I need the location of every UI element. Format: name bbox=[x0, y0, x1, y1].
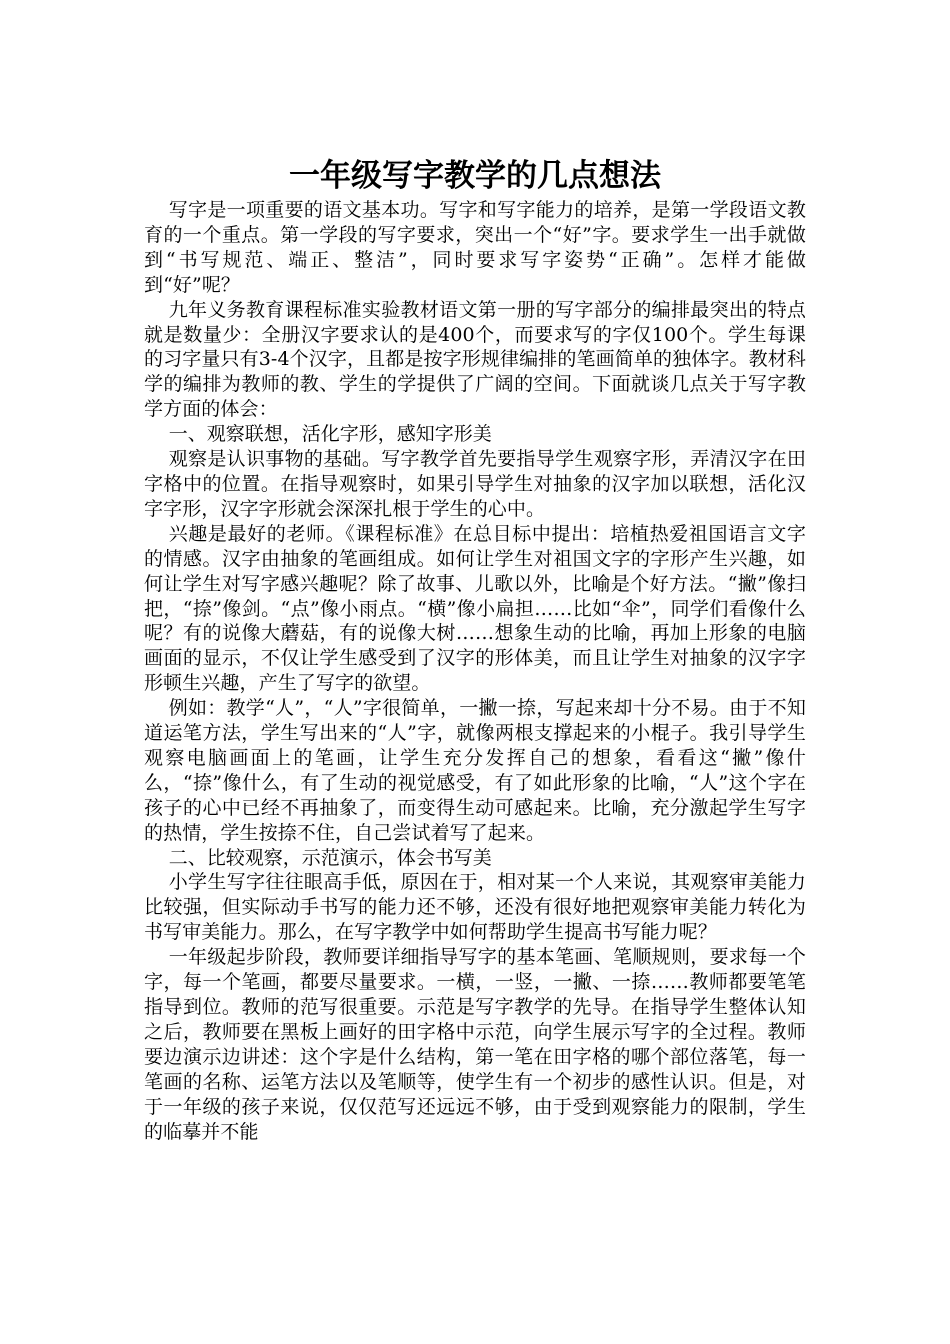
paragraph-ability: 小学生写字往往眼高手低，原因在于，相对某一个人来说，其观察审美能力比较强，但实际动手书写的能力还不够，还没有很好地把观察审美能力转化为书写审美能力。那么，在写字教学中如何帮助学生提高书写能力呢？ bbox=[144, 871, 806, 944]
document-body bbox=[144, 154, 806, 1144]
paragraph-example: 例如：教学“人”，“人”字很简单，一撇一捺，写起来却十分不易。由于不知道运笔方法，学生写出来的“人”字，就像两根支撑起来的小棍子。我引导学生观察电脑画面上的笔画，让学生充分发挥自己的想象，看看这“撇”像什么，“捺”像什么，有了生动的视觉感受，有了如此形象的比喻，“人”这个字在孩子的心中已经不再抽象了，而变得生动可感起来。比喻，充分激起学生写字的热情，学生按捺不住，自己尝试着写了起来。 bbox=[144, 697, 806, 844]
paragraph-interest: 兴趣是最好的老师。《课程标准》在总目标中提出：培植热爱祖国语言文字的情感。汉字由抽象的笔画组成。如何让学生对祖国文字的字形产生兴趣，如何让学生对写字感兴趣呢？除了故事、儿歌以外，比喻是个好方法。“撇”像扫把，“捺”像剑。“点”像小雨点。“横”像小扁担……比如“伞”，同学们看像什么呢？有的说像大蘑菇，有的说像大树……想象生动的比喻，再加上形象的电脑画面的显示，不仅让学生感受到了汉字的形体美，而且让学生对抽象的汉字字形顿生兴趣，产生了写字的欲望。 bbox=[144, 522, 806, 695]
document-title: 一年级写字教学的几点想法 bbox=[289, 158, 661, 194]
paragraph-demonstration: 一年级起步阶段，教师要详细指导写字的基本笔画、笔顺规则，要求每一个字，每一个笔画，都要尽量要求。一横，一竖，一撇、一捺……教师都要笔笔指导到位。教师的范写很重要。示范是写字教学的先导。在指导学生整体认知之后，教师要在黑板上画好的田字格中示范，向学生展示写字的全过程。教师要边演示边讲述：这个字是什么结构，第一笔在田字格的哪个部位落笔，每一笔画的名称、运笔方法以及笔顺等，使学生有一个初步的感性认识。但是，对于一年级的孩子来说，仅仅范写还远远不够，由于受到观察能力的限制，学生的临摹并不能 bbox=[144, 946, 806, 1143]
paragraph-textbook: 九年义务教育课程标准实验教材语文第一册的写字部分的编排最突出的特点就是数量少：全册汉字要求认的是400个，而要求写的字仅100个。学生每课的习字量只有3-4个汉字，且都是按字形规律编排的笔画简单的独体字。教材科学的编排为教师的教、学生的学提供了广阔的空间。下面就谈几点关于写字教学方面的体会： bbox=[144, 298, 806, 421]
paragraph-observation: 观察是认识事物的基础。写字教学首先要指导学生观察字形，弄清汉字在田字格中的位置。在指导观察时，如果引导学生对抽象的汉字加以联想，活化汉字字形，汉字字形就会深深扎根于学生的心中。 bbox=[144, 448, 806, 520]
paragraph-intro: 写字是一项重要的语文基本功。写字和写字能力的培养，是第一学段语文教育的一个重点。第一学段的写字要求，突出一个“好”字。要求学生一出手就做到“书写规范、端正、整洁”，同时要求写字姿势“正确”。怎样才能做到“好”呢？ bbox=[144, 199, 806, 296]
section-heading-2: 二、比较观察，示范演示，体会书写美 bbox=[168, 846, 492, 869]
section-heading-1: 一、观察联想，活化字形，感知字形美 bbox=[168, 423, 492, 446]
